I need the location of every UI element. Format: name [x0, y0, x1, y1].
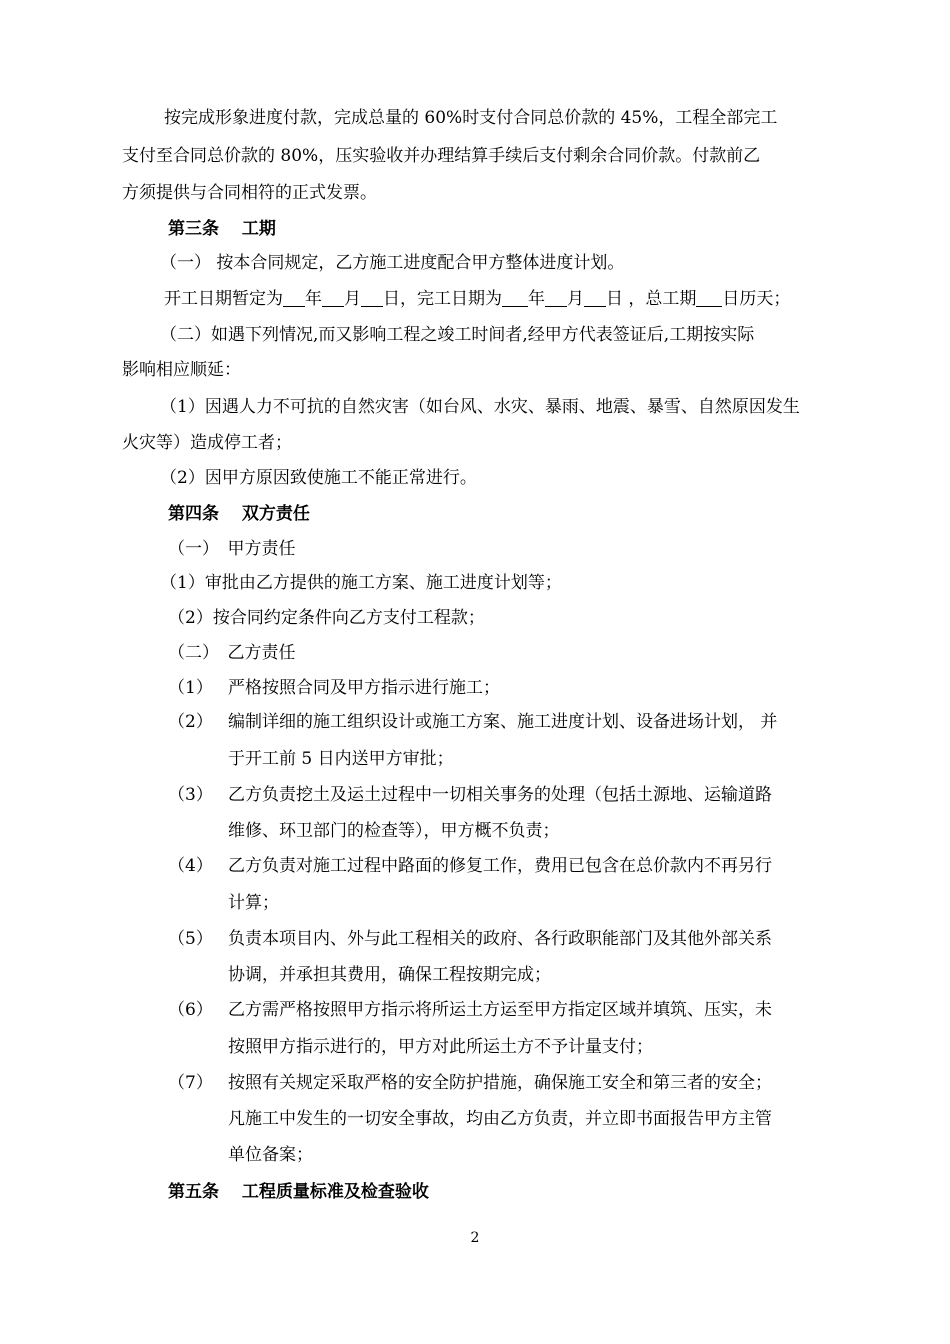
payment-line-3: 方须提供与合同相符的正式发票。	[122, 183, 377, 203]
party-b-item-5-line-2: 协调，并承担其费用，确保工程按期完成；	[228, 965, 551, 985]
party-b-item-6-line-1: 乙方需严格按照甲方指示将所运土方运至甲方指定区域并填筑、压实，未	[228, 1000, 772, 1020]
blank-total-days	[696, 288, 722, 307]
article3-heading: 第三条 工期	[168, 219, 276, 239]
schedule-text-2: 年	[305, 289, 322, 309]
party-b-item-7-number: （7）	[168, 1073, 213, 1093]
schedule-text-4: 日，完工日期为	[383, 289, 502, 309]
party-a-title: （一） 甲方责任	[168, 539, 296, 559]
schedule-text-8: 日历天；	[722, 289, 791, 309]
party-b-item-4-line-2: 计算；	[228, 893, 279, 913]
party-b-item-6-line-2: 按照甲方指示进行的，甲方对此所运土方不予计量支付；	[228, 1037, 653, 1057]
article3-item2-line-2: 影响相应顺延：	[122, 360, 241, 380]
schedule-text-5: 年	[528, 289, 545, 309]
blank-end-day	[584, 288, 606, 307]
party-b-title: （二） 乙方责任	[168, 643, 296, 663]
schedule-text-6: 月	[567, 289, 584, 309]
blank-end-year	[502, 288, 528, 307]
blank-start-month	[322, 288, 344, 307]
blank-start-year	[283, 288, 305, 307]
blank-end-month	[545, 288, 567, 307]
party-b-item-2-number: （2）	[168, 712, 213, 732]
party-b-item-4-line-1: 乙方负责对施工过程中路面的修复工作，费用已包含在总价款内不再另行	[228, 856, 772, 876]
article5-heading: 第五条 工程质量标准及检查验收	[168, 1182, 429, 1202]
party-a-item-2: （2）按合同约定条件向乙方支付工程款；	[168, 608, 485, 628]
party-b-item-7-line-1: 按照有关规定采取严格的安全防护措施，确保施工安全和第三者的安全；	[228, 1073, 772, 1093]
schedule-text-1: 开工日期暂定为	[164, 289, 283, 309]
party-b-item-3-number: （3）	[168, 785, 213, 805]
party-b-item-7-line-2: 凡施工中发生的一切安全事故，均由乙方负责，并立即书面报告甲方主管	[228, 1109, 772, 1129]
party-b-item-6-number: （6）	[168, 1000, 213, 1020]
party-b-item-1-line-1: 严格按照合同及甲方指示进行施工；	[228, 678, 500, 698]
schedule-text-3: 月	[344, 289, 361, 309]
payment-line-2: 支付至合同总价款的 80%，压实验收并办理结算手续后支付剩余合同价款。付款前乙	[122, 146, 761, 166]
party-b-item-2-line-2: 于开工前 5 日内送甲方审批；	[228, 749, 454, 769]
article3-sub2: （2）因甲方原因致使施工不能正常进行。	[160, 468, 477, 488]
payment-line-1: 按完成形象进度付款，完成总量的 60%时支付合同总价款的 45%，工程全部完工	[164, 108, 778, 128]
blank-start-day	[361, 288, 383, 307]
party-b-item-4-number: （4）	[168, 856, 213, 876]
article3-item2-line-1: （二）如遇下列情况,而又影响工程之竣工时间者,经甲方代表签证后,工期按实际	[160, 325, 755, 345]
party-b-item-7-line-3: 单位备案；	[228, 1145, 313, 1165]
party-b-item-5-line-1: 负责本项目内、外与此工程相关的政府、各行政职能部门及其他外部关系	[228, 929, 772, 949]
party-b-item-3-line-1: 乙方负责挖土及运土过程中一切相关事务的处理（包括土源地、运输道路	[228, 785, 772, 805]
schedule-line	[164, 287, 790, 311]
schedule-text-7: 日 ，总工期	[606, 289, 697, 309]
page-number: 2	[470, 1230, 480, 1246]
party-b-item-3-line-2: 维修、环卫部门的检查等），甲方概不负责；	[228, 821, 560, 841]
article3-sub1-line-2: 火灾等）造成停工者；	[122, 433, 292, 453]
party-b-item-5-number: （5）	[168, 929, 213, 949]
article3-item1: （一） 按本合同规定，乙方施工进度配合甲方整体进度计划。	[160, 253, 625, 273]
article4-heading: 第四条 双方责任	[168, 504, 310, 524]
party-a-item-1: （1）审批由乙方提供的施工方案、施工进度计划等；	[160, 573, 562, 593]
party-b-item-2-line-1: 编制详细的施工组织设计或施工方案、施工进度计划、设备进场计划， 并	[228, 712, 778, 732]
article3-sub1-line-1: （1）因遇人力不可抗的自然灾害（如台风、水灾、暴雨、地震、暴雪、自然原因发生	[160, 397, 800, 417]
party-b-item-1-number: （1）	[168, 678, 213, 698]
